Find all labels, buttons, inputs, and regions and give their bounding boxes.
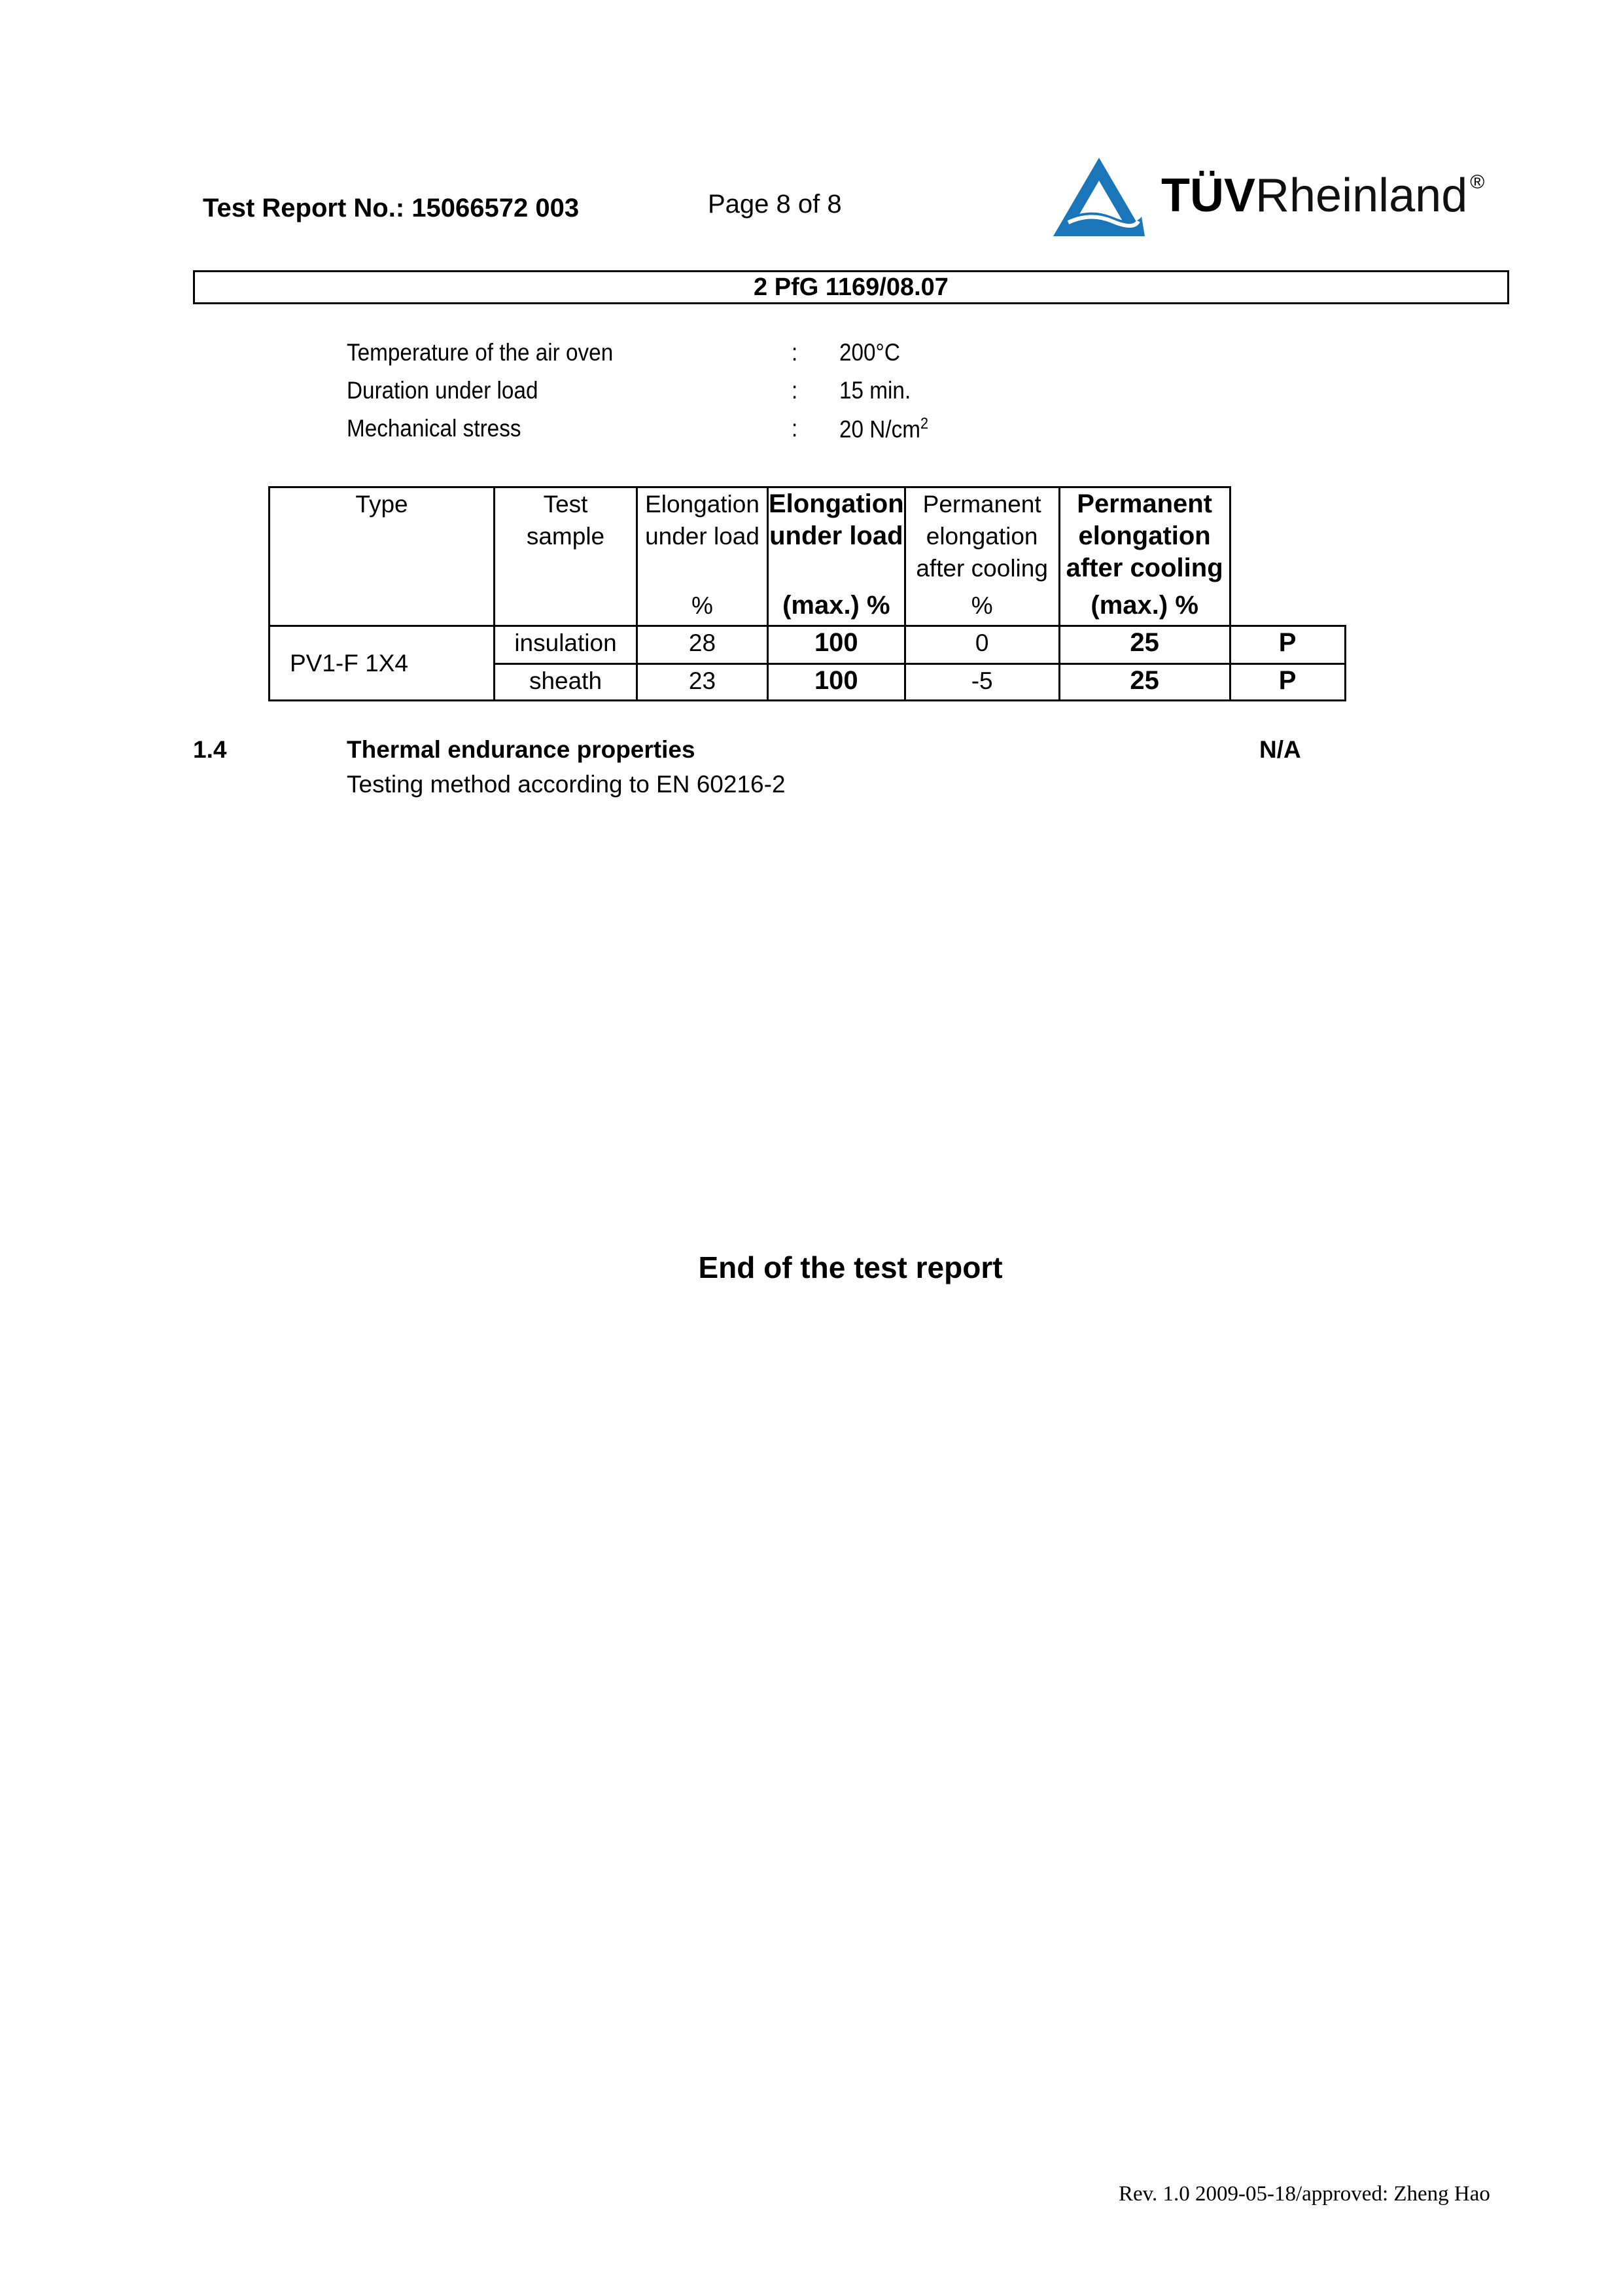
tuv-rheinland-logo (1050, 154, 1501, 239)
section-verdict: N/A (1259, 736, 1301, 763)
cell-elongation: 28 (637, 626, 768, 664)
cell-permanent: 0 (905, 626, 1059, 664)
cell-sample: sheath (495, 664, 637, 701)
registered-mark: ® (1470, 171, 1485, 193)
cell-elongation-max: 100 (768, 664, 905, 701)
report-number: Test Report No.: 15066572 003 (203, 194, 580, 222)
param-label-duration: Duration under load (347, 377, 538, 404)
header-test-sample: Test sample (495, 487, 637, 626)
header-permanent-elongation: Permanent elongation after cooling % (905, 487, 1059, 626)
param-value-stress (839, 415, 928, 443)
header-elongation-max: Elongation under load (max.) % (768, 487, 905, 626)
cell-elongation: 23 (637, 664, 768, 701)
header-permanent-elongation-max: Permanent elongation after cooling (max.) % (1059, 487, 1230, 626)
cell-sample: insulation (495, 626, 637, 664)
cell-verdict: P (1230, 626, 1345, 664)
stress-superscript: 2 (920, 415, 929, 433)
section-number: 1.4 (193, 736, 227, 763)
param-value-duration: 15 min. (839, 377, 911, 404)
cell-permanent: -5 (905, 664, 1059, 701)
param-value-temperature: 200°C (839, 339, 900, 366)
stress-value: 20 N/cm (839, 415, 920, 443)
page-number: Page 8 of 8 (708, 190, 842, 219)
param-colon: : (792, 377, 798, 404)
param-colon: : (792, 339, 798, 366)
section-title: Thermal endurance properties (347, 736, 695, 763)
header-type: Type (270, 487, 495, 626)
cell-verdict: P (1230, 664, 1345, 701)
end-of-report: End of the test report (698, 1250, 1003, 1284)
param-label-stress: Mechanical stress (347, 415, 521, 442)
cell-permanent-max: 25 (1059, 664, 1230, 701)
param-colon: : (792, 415, 798, 442)
cell-permanent-max: 25 (1059, 626, 1230, 664)
revision-footer: Rev. 1.0 2009-05-18/approved: Zheng Hao (1119, 2182, 1490, 2206)
header-empty (1230, 487, 1345, 626)
param-label-temperature: Temperature of the air oven (347, 339, 614, 366)
table-row (270, 626, 1346, 664)
cell-type: PV1-F 1X4 (270, 626, 495, 701)
logo-tuv-text: TÜV (1161, 169, 1255, 222)
header-elongation: Elongation under load % (637, 487, 768, 626)
table-header-row (270, 487, 1346, 626)
section-description: Testing method according to EN 60216-2 (347, 771, 786, 798)
tuv-triangle-icon (1050, 154, 1148, 239)
results-table (268, 486, 1346, 701)
standard-title: 2 PfG 1169/08.07 (193, 270, 1509, 304)
cell-elongation-max: 100 (768, 626, 905, 664)
logo-rheinland-text: Rheinland (1255, 169, 1468, 222)
